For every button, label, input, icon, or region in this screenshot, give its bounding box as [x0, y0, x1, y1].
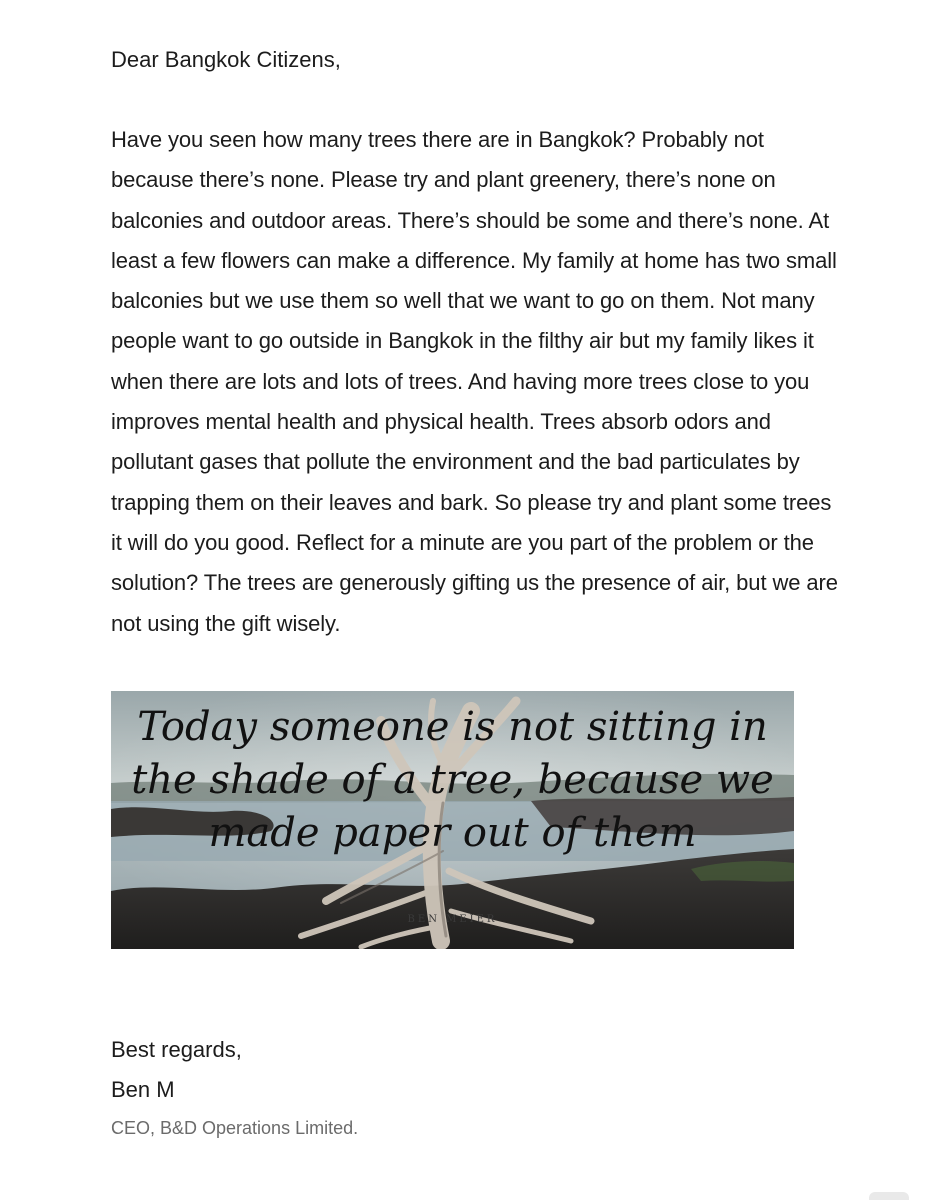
quote-author: BEN MEIER	[407, 914, 498, 925]
corner-mark	[869, 1192, 909, 1200]
quote-image	[111, 691, 794, 949]
closing-block	[111, 1030, 358, 1146]
salutation: Dear Bangkok Citizens,	[111, 47, 341, 72]
quote-text: Today someone is not sitting in the shade of a tree, because we made paper out of them	[131, 704, 774, 856]
letter	[111, 40, 841, 644]
signature-title: CEO, B&D Operations Limited.	[111, 1118, 359, 1138]
closing-phrase: Best regards,	[111, 1037, 242, 1062]
signature-name: Ben M	[111, 1077, 175, 1102]
letter-body: Have you seen how many trees there are in Bangkok? Probably not because there’s none. Please try and plant greenery, there’s none on balconies and outdoor areas. There’s should be some and there’s none. At least a few flowers can make a difference. My family at home has two small balconies but we use them so well that we want to go on them. Not many people want to go outside in Bangkok in the filthy air but my family likes it when there are lots and lots of trees. And having more trees close to you improves mental health and physical health. Trees absorb odors and pollutant gases that pollute the environment and the bad particulates by trapping them on their leaves and bark. So please try and plant some trees it will do you good. Reflect for a minute are you part of the problem or the solution? The trees are generously gifting us the presence of air, but we are not using the gift wisely.	[111, 127, 838, 636]
